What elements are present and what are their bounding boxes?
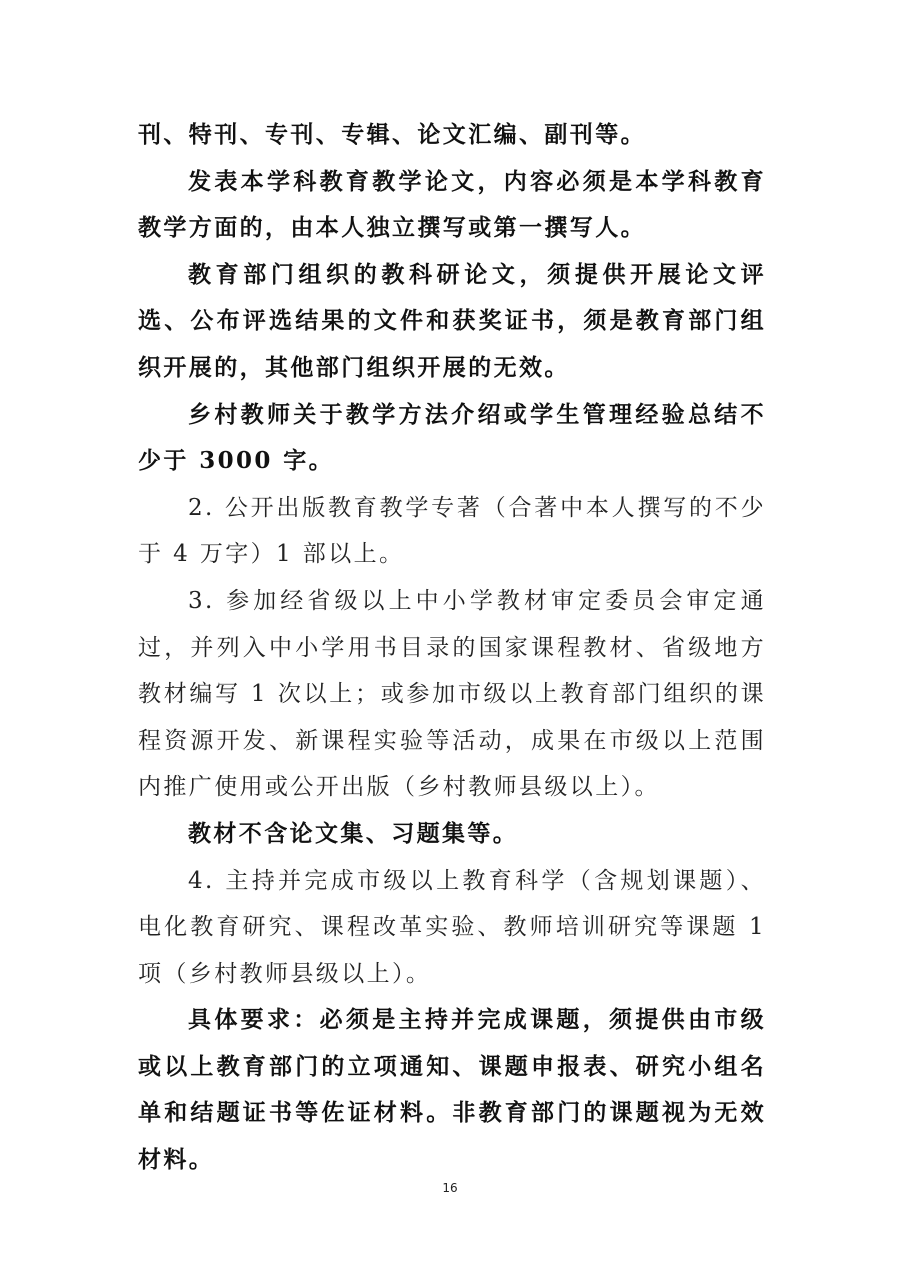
paragraph-textbook-exclusion: 教材不含论文集、习题集等。 <box>188 819 519 847</box>
paragraph-research-paper-requirement: 教育部门组织的教科研论文，须提供开展论文评选、公布评选结果的文件和获奖证书，须是教育部门组织开展的，其他部门组织开展的无效。 <box>138 260 766 381</box>
paragraph-publication-types: 刊、特刊、专刊、专辑、论文汇编、副刊等。 <box>138 121 646 148</box>
document-body <box>138 112 766 1184</box>
paragraph-project-specific-requirements: 具体要求：必须是主持并完成课题，须提供由市级或以上教育部门的立项通知、课题申报表、研究小组名单和结题证书等佐证材料。非教育部门的课题视为无效材料。 <box>138 1006 766 1174</box>
paragraph-rural-teacher-requirement: 乡村教师关于教学方法介绍或学生管理经验总结不少于 3000 字。 <box>138 400 766 475</box>
paragraph-item-4-research-project: 4. 主持并完成市级以上教育科学（含规划课题）、电化教育研究、课程改革实验、教师培训研究等课题 1 项（乡村教师县级以上）。 <box>138 867 766 987</box>
paragraph-item-3-textbook: 3. 参加经省级以上中小学教材审定委员会审定通过，并列入中小学用书目录的国家课程教材、省级地方教材编写 1 次以上；或参加市级以上教育部门组织的课程资源开发、新课程实验等活动，成果在市级以上范围内推广使用或公开出版（乡村教师县级以上）。 <box>138 587 766 801</box>
paragraph-paper-content-requirement: 发表本学科教育教学论文，内容必须是本学科教育教学方面的，由本人独立撰写或第一撰写人。 <box>138 167 766 242</box>
page-number: 16 <box>442 1181 458 1195</box>
paragraph-item-2-monograph: 2. 公开出版教育教学专著（合著中本人撰写的不少于 4 万字）1 部以上。 <box>138 494 766 568</box>
